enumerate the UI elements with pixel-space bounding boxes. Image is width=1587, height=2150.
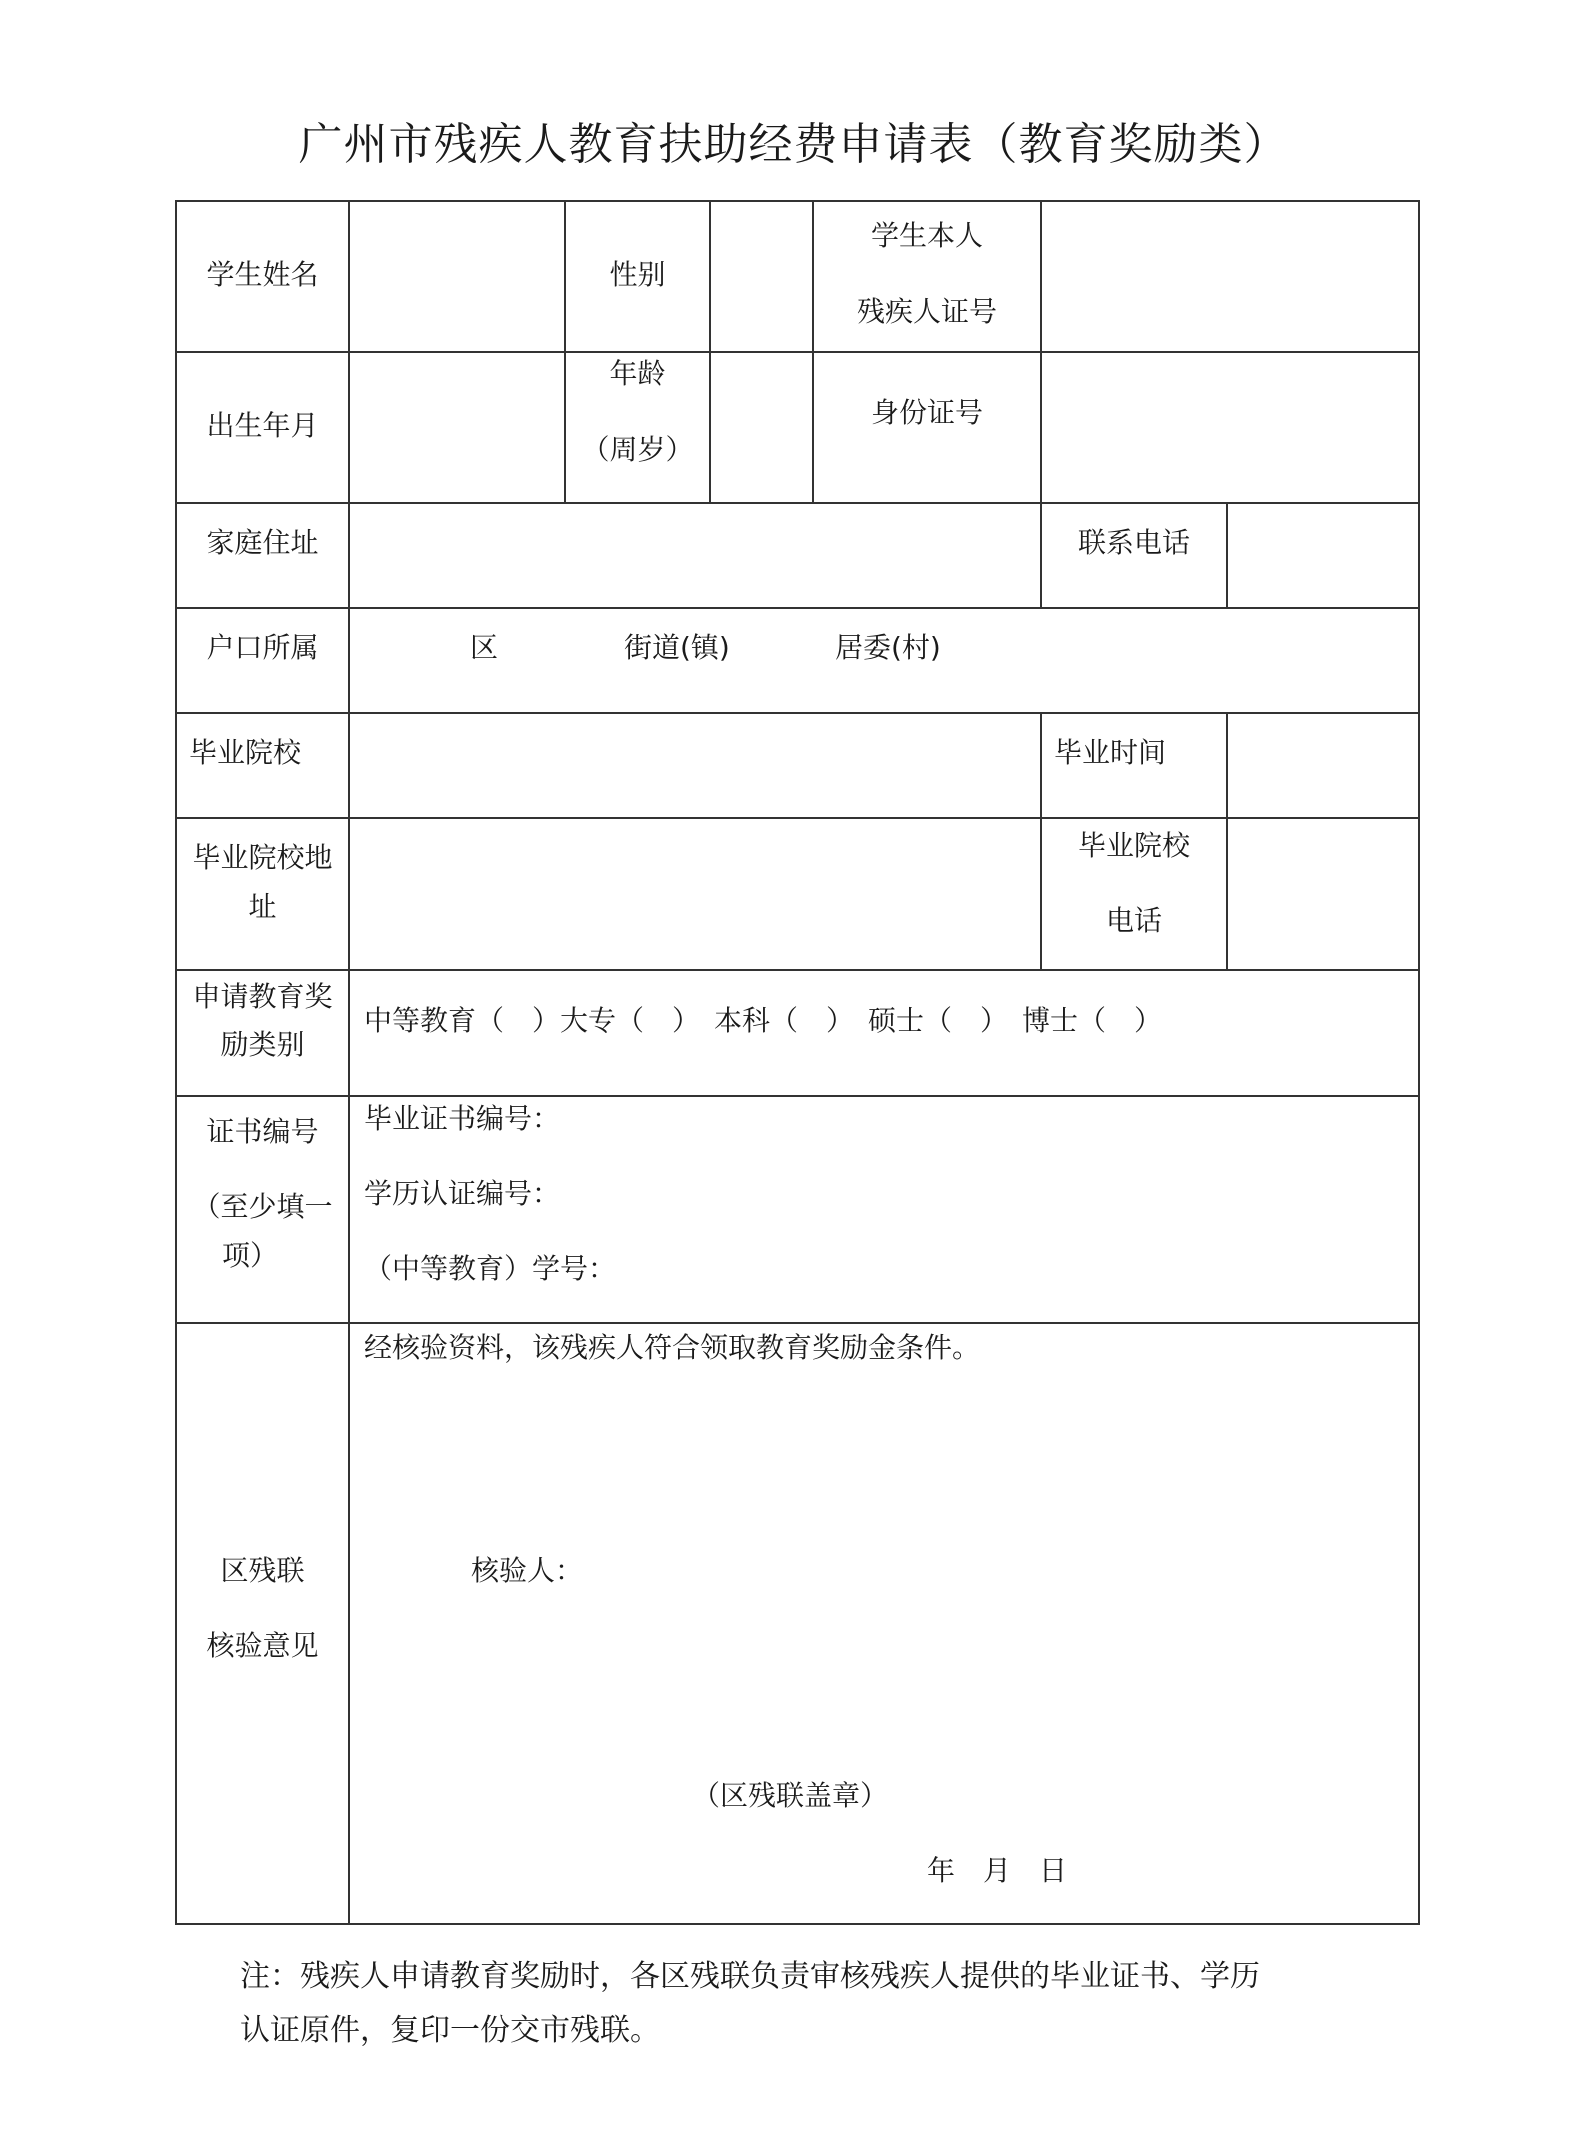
table-border-right [1418, 200, 1420, 1925]
gender-field[interactable] [711, 201, 812, 350]
row-divider [175, 607, 1420, 609]
cert-no-label-line2: （至少填一 [192, 1190, 333, 1223]
verification-label-line1: 区残联 [220, 1554, 305, 1587]
grad-time-field[interactable] [1228, 713, 1418, 816]
phone-label: 联系电话 [1077, 526, 1190, 559]
form-title: 广州市残疾人教育扶助经费申请表（教育奖励类） [298, 119, 1289, 170]
application-form-table [175, 200, 1420, 1925]
school-label: 毕业院校 [189, 736, 302, 769]
degree-verification-number-field[interactable]: 学历认证编号： [364, 1177, 561, 1210]
verification-date[interactable]: 年 月 日 [927, 1854, 1068, 1887]
school-phone-label-line2: 电话 [1105, 904, 1162, 937]
footnote-line2: 认证原件，复印一份交市残联。 [240, 2013, 660, 2048]
birth-date-field[interactable] [350, 352, 564, 501]
id-number-label: 身份证号 [870, 396, 983, 429]
school-address-label-line2: 址 [248, 890, 277, 923]
student-name-field[interactable] [350, 201, 564, 350]
disability-cert-label-line2: 残疾人证号 [856, 295, 997, 328]
disability-cert-field[interactable] [1042, 201, 1418, 350]
footnote-line1: 注：残疾人申请教育奖励时，各区残联负责审核残疾人提供的毕业证书、学历 [240, 1959, 1260, 1994]
table-border-bottom [175, 1923, 1420, 1925]
diploma-number-field[interactable]: 毕业证书编号： [364, 1102, 561, 1135]
award-type-label-line2: 励类别 [220, 1028, 305, 1061]
id-number-field[interactable] [1042, 352, 1418, 501]
table-border-left [175, 200, 177, 1925]
student-number-field[interactable]: （中等教育）学号： [364, 1252, 617, 1285]
row-divider [175, 969, 1420, 971]
cert-no-label-line3: 项） [221, 1239, 278, 1272]
birth-date-label: 出生年月 [206, 409, 319, 442]
home-address-field[interactable] [350, 503, 1040, 606]
home-address-label: 家庭住址 [206, 526, 319, 559]
school-phone-label-line1: 毕业院校 [1077, 829, 1190, 862]
school-address-field[interactable] [350, 818, 1040, 968]
verification-statement: 经核验资料，该残疾人符合领取教育奖励金条件。 [364, 1331, 981, 1364]
cert-no-label-line1: 证书编号 [206, 1115, 319, 1148]
seal-label: （区残联盖章） [692, 1779, 889, 1812]
hukou-street-label: 街道(镇) [624, 631, 730, 664]
row-divider [175, 1095, 1420, 1097]
hukou-district-label: 区 [470, 631, 499, 664]
age-field[interactable] [711, 352, 812, 501]
hukou-committee-label: 居委(村) [835, 631, 941, 664]
student-name-label: 学生姓名 [206, 258, 319, 291]
age-label-line1: 年龄 [609, 357, 666, 390]
age-label-line2: （周岁） [581, 433, 694, 466]
award-type-label-line1: 申请教育奖 [192, 980, 333, 1013]
verifier-field[interactable]: 核验人： [471, 1554, 584, 1587]
verification-label-line2: 核验意见 [206, 1629, 319, 1662]
footnote [240, 1950, 1370, 2058]
school-phone-field[interactable] [1228, 818, 1418, 968]
school-field[interactable] [350, 713, 1040, 816]
gender-label: 性别 [609, 258, 666, 291]
disability-cert-label-line1: 学生本人 [870, 219, 983, 252]
row-divider [175, 1322, 1420, 1324]
award-type-options[interactable]: 中等教育（ ）大专（ ） 本科（ ） 硕士（ ） 博士（ ） [364, 1004, 1163, 1037]
school-address-label-line1: 毕业院校地 [192, 841, 333, 874]
phone-field[interactable] [1228, 503, 1418, 606]
hukou-label: 户口所属 [206, 631, 319, 664]
grad-time-label: 毕业时间 [1054, 736, 1167, 769]
